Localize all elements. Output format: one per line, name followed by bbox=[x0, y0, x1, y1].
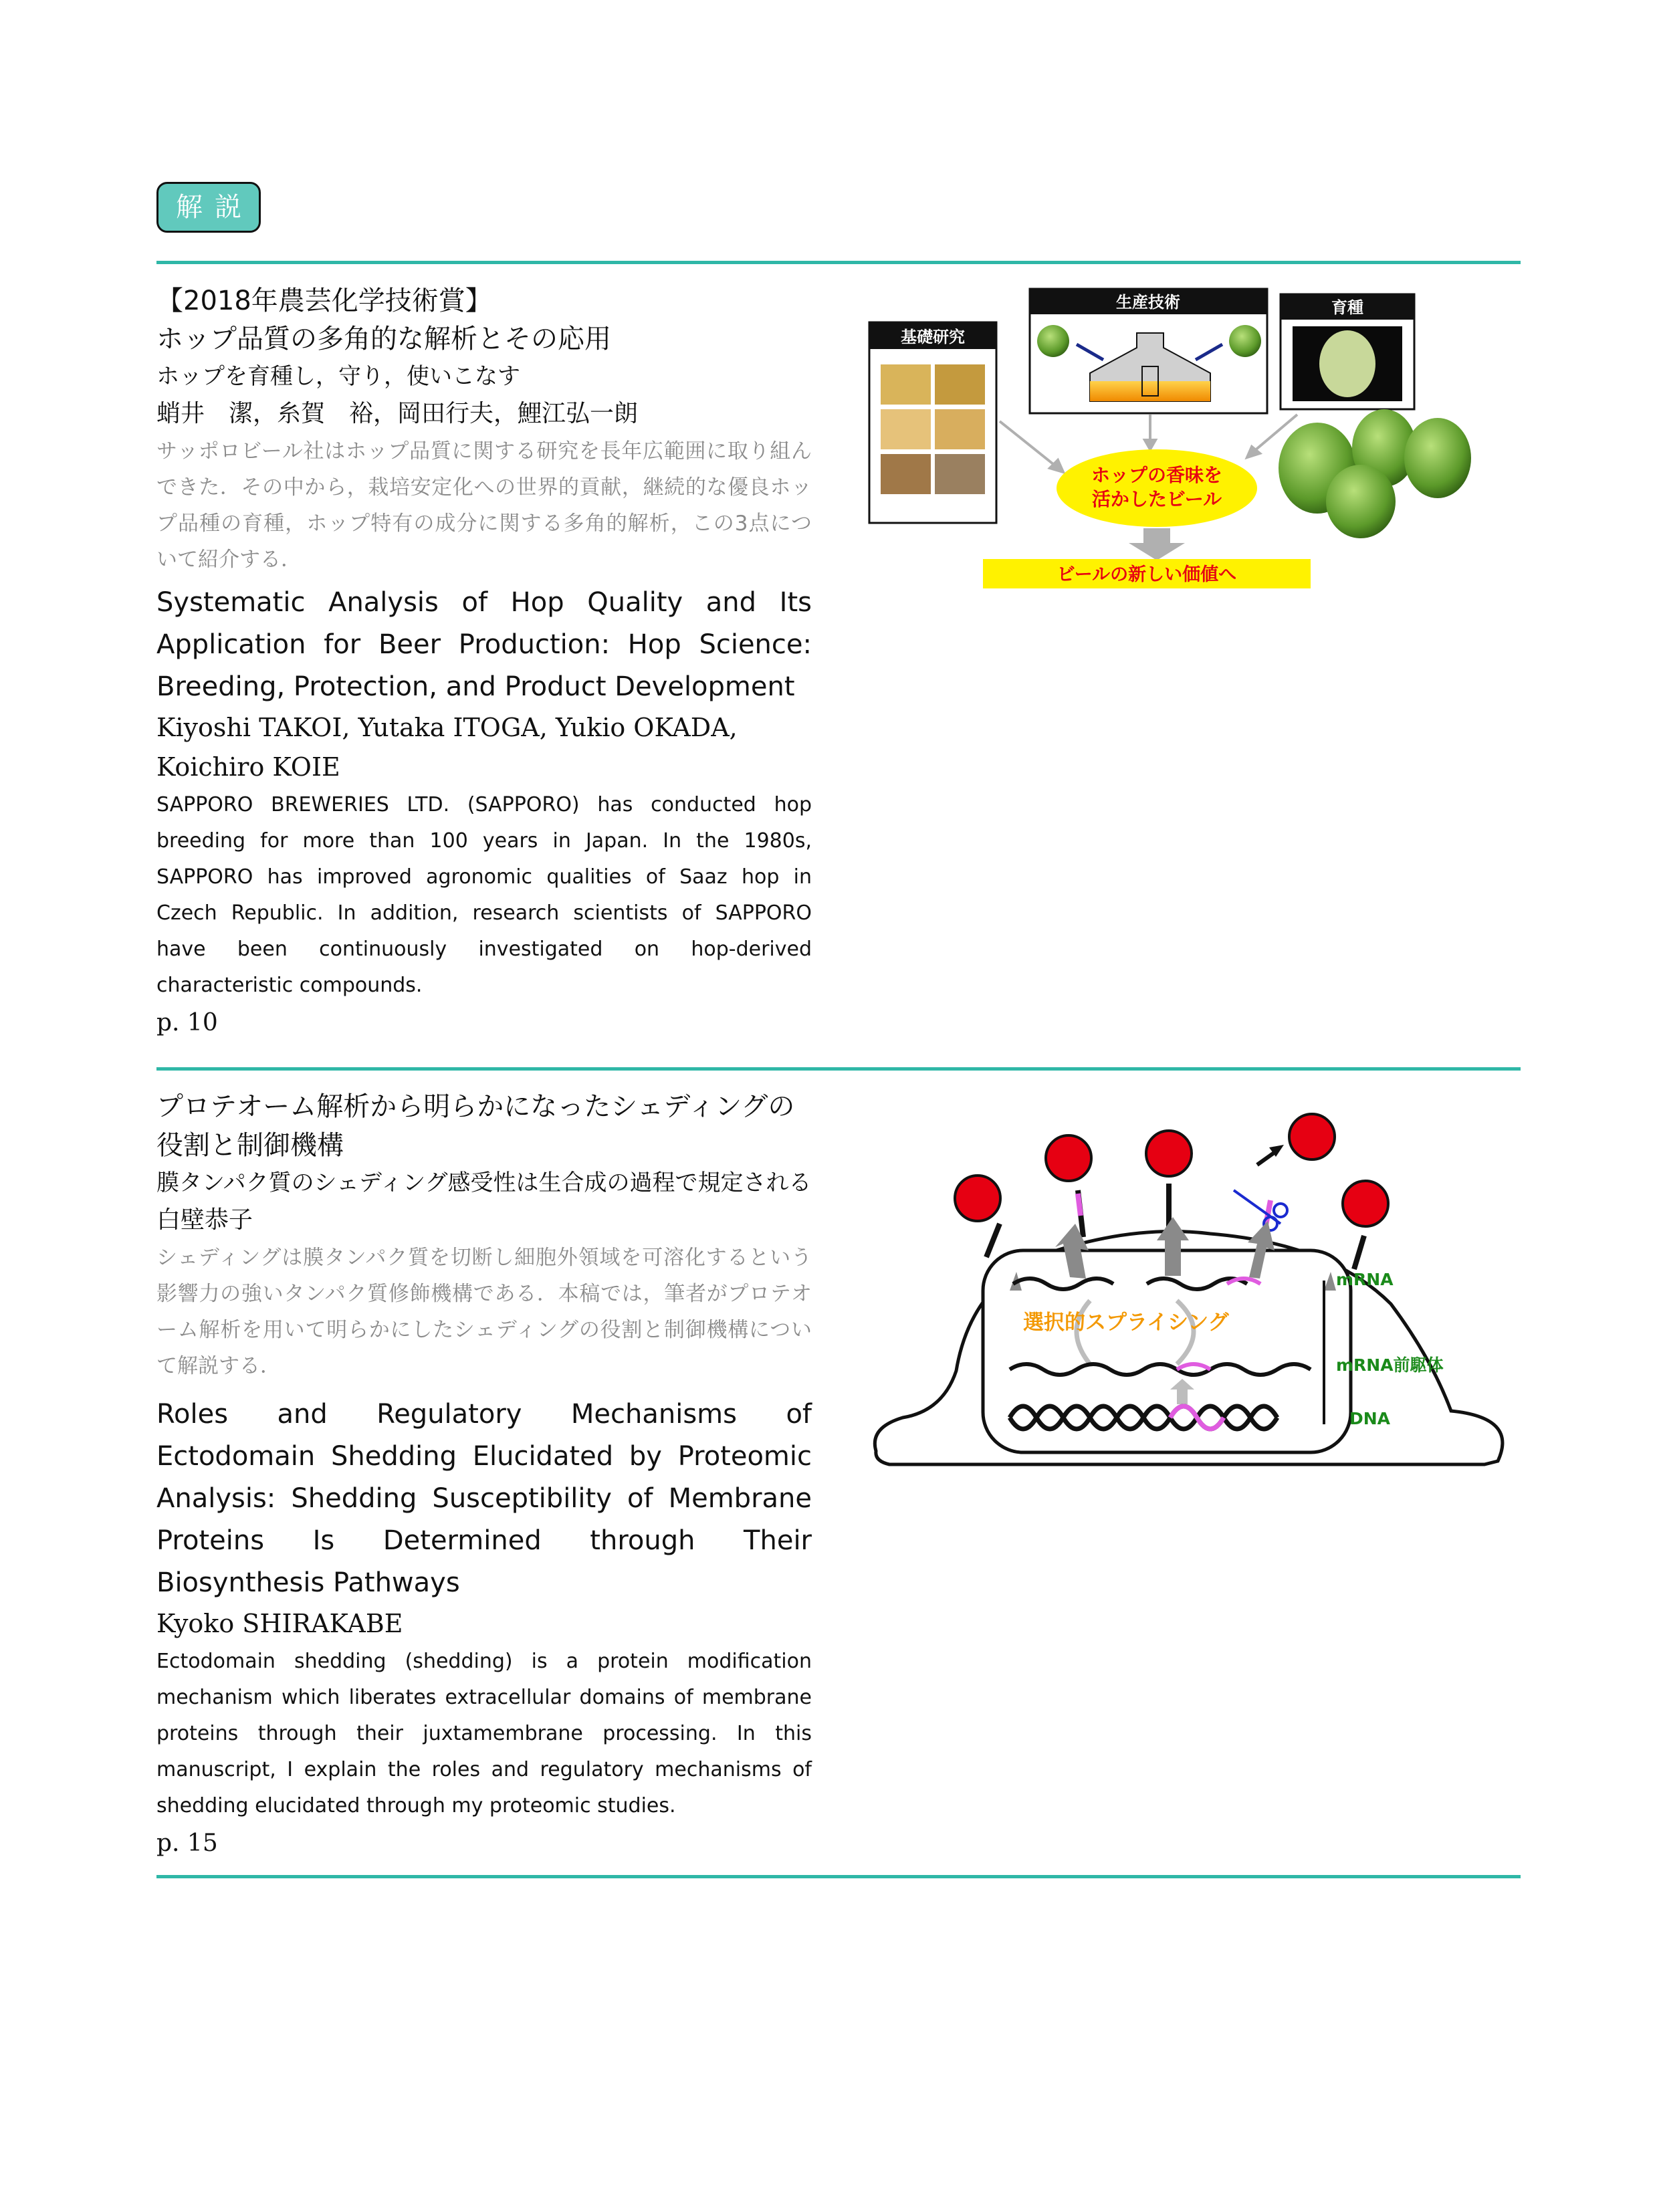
article2-subtitle-jp: 膜タンパク質のシェディング感受性は生合成の過程で規定される bbox=[156, 1170, 812, 1196]
article1-title-en[interactable]: Systematic Analysis of Hop Quality and Its Application for Beer Production: Hop Science: Breeding, Protection, and Product Development bbox=[156, 587, 812, 702]
ellipse-line2: 活かしたビール bbox=[1091, 488, 1222, 510]
hop-cone-icon bbox=[1037, 325, 1069, 357]
box-basic-research bbox=[869, 322, 996, 523]
divider-top bbox=[156, 261, 1521, 264]
box-basic-label: 基礎研究 bbox=[901, 328, 965, 346]
article2-text bbox=[156, 1087, 812, 1863]
article1-subtitle-jp: ホップを育種し，守り，使いこなす bbox=[156, 363, 520, 390]
dna-label: DNA bbox=[1349, 1409, 1391, 1428]
box-production bbox=[1030, 289, 1267, 413]
box-production-label: 生産技術 bbox=[1116, 293, 1180, 312]
article1-authors-jp: 蛸井 潔，糸賀 裕，岡田行夫，鯉江弘一朗 bbox=[156, 400, 639, 427]
hop-figure bbox=[863, 281, 1491, 595]
award-tag: 【2018年農芸化学技術賞】 bbox=[156, 286, 492, 316]
mrna-label: mRNA bbox=[1336, 1270, 1394, 1289]
box-breeding-label: 育種 bbox=[1331, 298, 1363, 317]
article1-authors-en: Kiyoshi TAKOI, Yutaka ITOGA, Yukio OKADA, Koichiro KOIE bbox=[156, 713, 738, 782]
hop-cluster-icon bbox=[1279, 409, 1471, 538]
release-arrow bbox=[1257, 1151, 1276, 1165]
article1-abstract-en: SAPPORO BREWERIES LTD. (SAPPORO) has conducted hop breeding for more than 100 years in Japan. In the 1980s, SAPPORO has improved agronomic qualities of Saaz hop in Czech Republic. In addition, research scientists of SAPPORO have been continuously investigated on hop-derived characteristic compounds. bbox=[156, 793, 812, 997]
scissors-icon bbox=[1234, 1190, 1287, 1230]
article2-abstract-en: Ectodomain shedding (shedding) is a protein modification mechanism which liberates extracellular domains of membrane proteins through their juxtamembrane processing. In this manuscript, I explain the roles and regulatory mechanisms of shedding elucidated through my proteomic studies. bbox=[156, 1650, 812, 1817]
down-arrow-icon bbox=[1129, 528, 1185, 560]
hop-cone-icon bbox=[1229, 325, 1261, 357]
section-badge: 解説 bbox=[156, 182, 261, 233]
shedding-figure bbox=[863, 1090, 1525, 1478]
article2-authors-jp: 白壁恭子 bbox=[156, 1206, 253, 1234]
article1-text bbox=[156, 282, 812, 1042]
article1-abstract-jp: サッポロビール社はホップ品質に関する研究を長年広範囲に取り組んできた．その中から，栽培安定化への世界的貢献，継続的な優良ホップ品種の育種，ホップ特有の成分に関する多角的解析，この3点について紹介する． bbox=[156, 439, 812, 572]
article1-page[interactable]: p. 10 bbox=[156, 1009, 218, 1036]
hop-cone-photo bbox=[1319, 330, 1375, 397]
article2-authors-en: Kyoko SHIRAKABE bbox=[156, 1609, 403, 1638]
article2-title-jp[interactable]: プロテオーム解析から明らかになったシェディングの役割と制御機構 bbox=[156, 1091, 795, 1161]
pre-mrna-label: mRNA前駆体 bbox=[1336, 1355, 1444, 1375]
article2-title-en[interactable]: Roles and Regulatory Mechanisms of Ectodomain Shedding Elucidated by Proteomic Analysis: Shedding Susceptibility of Membrane Proteins Is Determined through Their Biosynthesis Pathways bbox=[156, 1399, 812, 1598]
divider-bottom bbox=[156, 1875, 1521, 1878]
article1-title-jp[interactable]: ホップ品質の多角的な解析とその応用 bbox=[156, 324, 611, 354]
banner-label: ビールの新しい価値へ bbox=[1057, 564, 1237, 585]
article2-page[interactable]: p. 15 bbox=[156, 1830, 218, 1857]
divider-middle bbox=[156, 1067, 1521, 1071]
article2-abstract-jp: シェディングは膜タンパク質を切断し細胞外領域を可溶化するという影響力の強いタンパク質修飾機構である．本稿では，筆者がプロテオーム解析を用いて明らかにしたシェディングの役割と制御機構について解説する． bbox=[156, 1246, 812, 1378]
ellipse-line1: ホップの香味を bbox=[1091, 464, 1223, 486]
splicing-label: 選択的スプライシング bbox=[1023, 1311, 1229, 1335]
box-breeding bbox=[1281, 294, 1414, 409]
